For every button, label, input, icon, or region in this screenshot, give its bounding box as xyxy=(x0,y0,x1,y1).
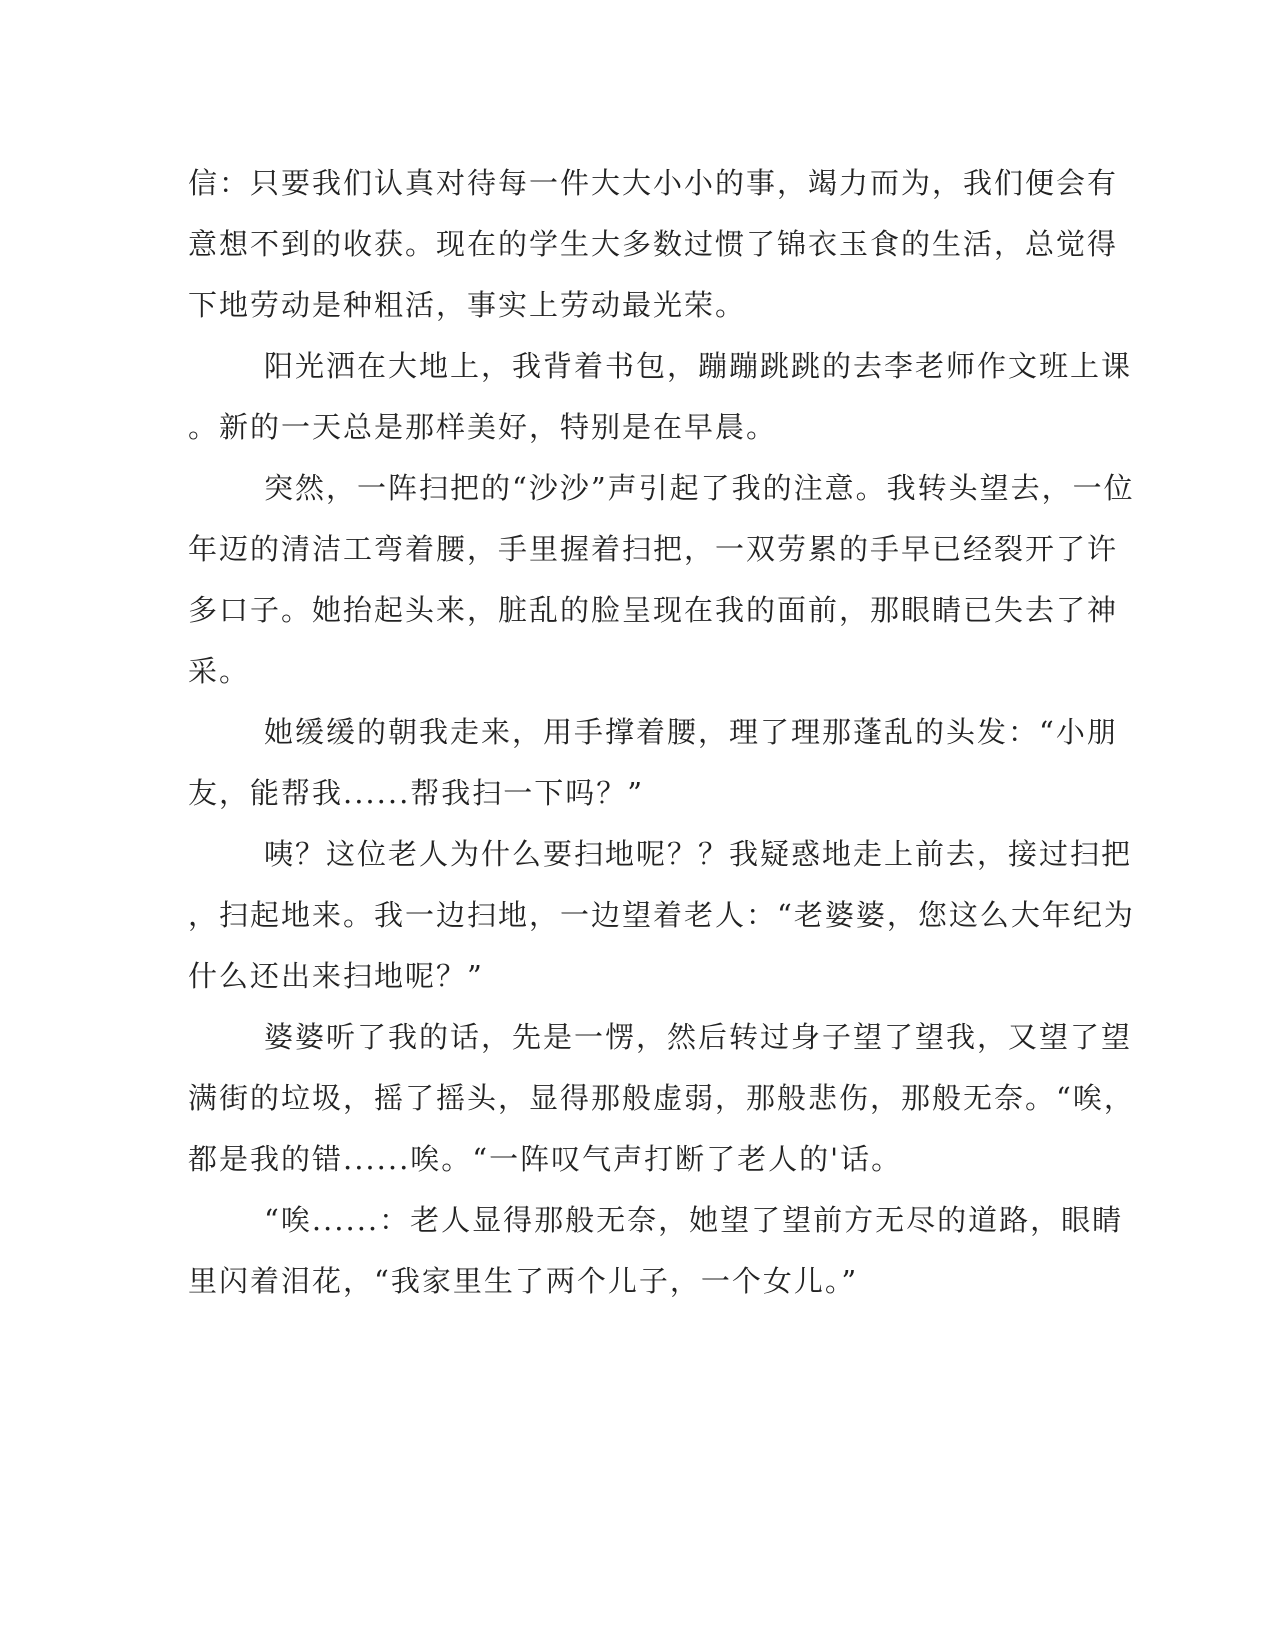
text-line: 她缓缓的朝我走来，用手撑着腰，理了理那蓬乱的头发：“小朋 xyxy=(264,715,1118,749)
text-line: ，扫起地来。我一边扫地，一边望着老人：“老婆婆，您这么大年纪为 xyxy=(188,898,1135,932)
text-line: 咦？这位老人为什么要扫地呢？？我疑惑地走上前去，接过扫把 xyxy=(264,837,1133,871)
text-line: 意想不到的收获。现在的学生大多数过惯了锦衣玉食的生活，总觉得 xyxy=(188,227,1119,261)
text-line: 友，能帮我......帮我扫一下吗？” xyxy=(188,776,645,810)
text-line: 多口子。她抬起头来，脏乱的脸呈现在我的面前，那眼睛已失去了神 xyxy=(188,593,1119,627)
text-line: 阳光洒在大地上，我背着书包，蹦蹦跳跳的去李老师作文班上课 xyxy=(264,349,1133,383)
paragraph-4 xyxy=(188,712,1118,834)
text-line: 婆婆听了我的话，先是一愣，然后转过身子望了望我，又望了望 xyxy=(264,1020,1133,1054)
text-line: 什么还出来扫地呢？” xyxy=(188,959,484,993)
text-line: 下地劳动是种粗活，事实上劳动最光荣。 xyxy=(188,288,747,322)
text-line: 。新的一天总是那样美好，特别是在早晨。 xyxy=(188,410,778,444)
text-line: 里闪着泪花，“我家里生了两个儿子，一个女儿。” xyxy=(188,1264,859,1298)
article-body xyxy=(188,163,1135,1322)
text-line: 采。 xyxy=(188,654,251,688)
paragraph-6 xyxy=(188,1017,1135,1200)
text-line: 都是我的错......唉。“一阵叹气声打断了老人的'话。 xyxy=(188,1142,903,1176)
text-line: “唉......：老人显得那般无奈，她望了望前方无尽的道路，眼睛 xyxy=(264,1203,1124,1237)
text-line: 信：只要我们认真对待每一件大大小小的事，竭力而为，我们便会有 xyxy=(188,166,1119,200)
text-line: 年迈的清洁工弯着腰，手里握着扫把，一双劳累的手早已经裂开了许 xyxy=(188,532,1119,566)
paragraph-2 xyxy=(188,346,1133,468)
paragraph-7 xyxy=(188,1200,1124,1322)
text-line: 满街的垃圾，摇了摇头，显得那般虚弱，那般悲伤，那般无奈。“唉， xyxy=(188,1081,1135,1115)
paragraph-3 xyxy=(188,468,1135,712)
text-line: 突然，一阵扫把的“沙沙”声引起了我的注意。我转头望去，一位 xyxy=(264,471,1135,505)
paragraph-5 xyxy=(188,834,1135,1017)
paragraph-1 xyxy=(188,163,1119,346)
